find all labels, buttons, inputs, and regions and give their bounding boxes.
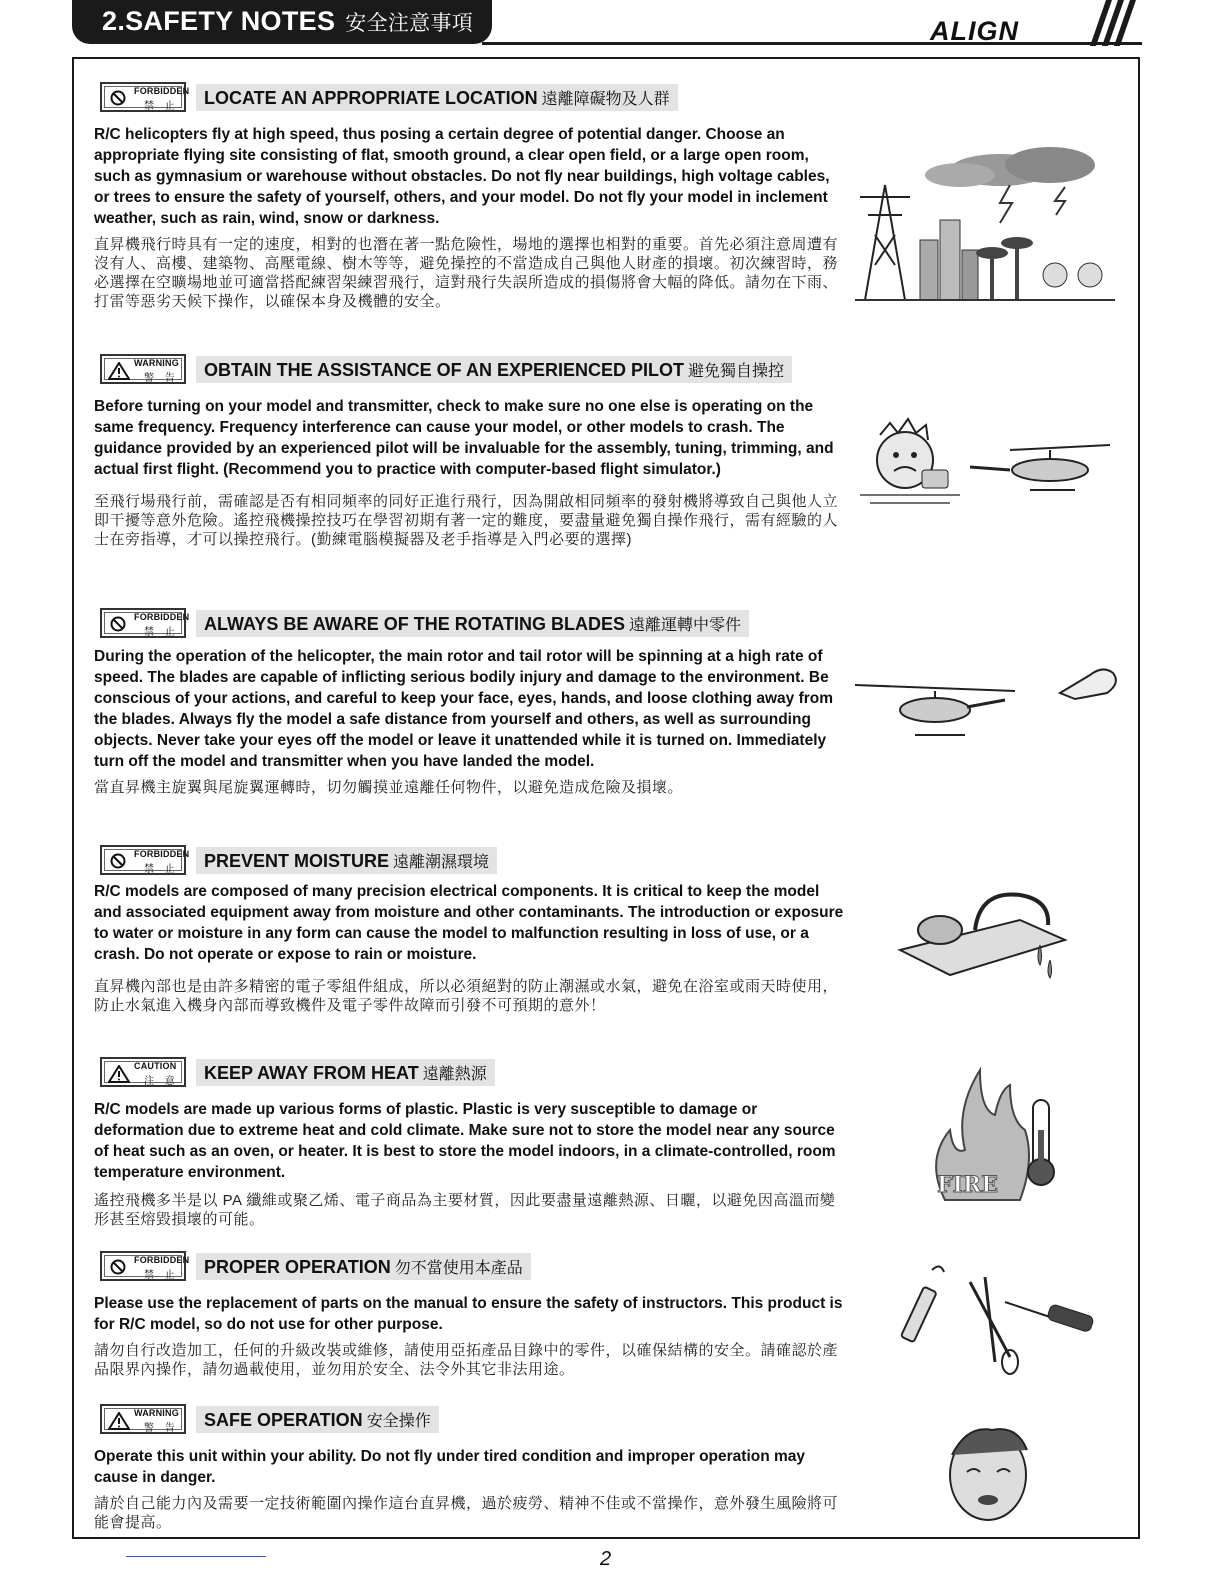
forbidden-icon — [108, 853, 128, 869]
section-heat — [94, 1057, 844, 1229]
section-rotating-blades — [94, 608, 844, 797]
section-heading — [100, 1057, 844, 1091]
badge-label: CAUTION — [134, 1061, 177, 1071]
section-body-en: Operate this unit within your ability. Do not fly under tired condition and improper operation may cause in danger. — [94, 1448, 806, 1486]
page-title-zh: 安全注意事項 — [345, 12, 474, 35]
warning-icon — [108, 1412, 130, 1430]
section-title: OBTAIN THE ASSISTANCE OF AN EXPERIENCED PILOT 避免獨自操控 — [196, 356, 792, 383]
forbidden-badge — [100, 608, 190, 638]
page-number: 2 — [600, 1548, 612, 1570]
badge-label-zh: 注 意 — [144, 1076, 179, 1087]
badge-label: FORBIDDEN — [134, 849, 190, 859]
section-body-en: R/C models are made up various forms of plastic. Plastic is very susceptible to damage or deformation due to extreme heat and cold climate. Make sure not to store the model near any source of heat such as an oven, or heater. It is best to store the model indoors, in a climate-controlled, room temperature environment. — [94, 1101, 836, 1181]
section-title: ALWAYS BE AWARE OF THE ROTATING BLADES 遠離運轉中零件 — [196, 610, 749, 637]
section-body-zh: 請於自己能力內及需要一定技術範圍內操作這台直昇機，過於疲勞、精神不佳或不當操作，意外發生風險將可能會提高。 — [94, 1495, 839, 1531]
forbidden-icon — [108, 90, 128, 106]
section-title: PREVENT MOISTURE 遠離潮濕環境 — [196, 847, 497, 874]
section-experienced-pilot — [94, 354, 844, 549]
tired-face-icon — [942, 1420, 1037, 1525]
fire-thermometer-icon — [925, 1060, 1075, 1210]
section-title-zh: 遠離障礙物及人群 — [541, 90, 670, 108]
section-title: PROPER OPERATION 勿不當使用本產品 — [196, 1253, 531, 1280]
badge-label-zh: 禁 止 — [144, 1270, 179, 1281]
section-heading — [100, 354, 844, 388]
warning-badge — [100, 1404, 186, 1434]
section-body-zh: 請勿自行改造加工，任何的升級改裝或維修，請使用亞拓產品目錄中的零件，以確保結構的安全。請確認於產品限界內操作，請勿過載使用，並勿用於安全、法令外其它非法用途。 — [94, 1342, 839, 1378]
forbidden-icon — [108, 616, 128, 632]
section-body-en: During the operation of the helicopter, the main rotor and tail rotor will be spinning at a high rate of speed. The blades are capable of inflicting serious bodily injury and damage to the environment. Be conscious of your actions, and careful to keep your face, eyes, hands, and loose clothing away from the blades. Always fly the model a safe distance from yourself and others, as well as surrounding objects. Never take your eyes off the model or leave it unattended while it is turned on. Immediately turn off the model and transmitter when you have landed the model. — [94, 648, 834, 770]
badge-label: FORBIDDEN — [134, 612, 190, 622]
forbidden-badge — [100, 82, 190, 112]
power-line-storm-icon — [850, 145, 1120, 305]
section-body-en: Before turning on your model and transmitter, check to make sure no one else is operating on the same frequency. Frequency interference can cause your model, or other models to crash. The guidance provided by an experienced pilot will be invaluable for the assembly, tuning, trimming, and actual first flight. (Recommend you to practice with computer-based flight simulator.) — [94, 398, 834, 478]
tools-icon — [900, 1262, 1100, 1377]
fire-label: FIRE — [937, 1172, 998, 1198]
section-title-zh: 遠離潮濕環境 — [393, 853, 490, 871]
badge-label-zh: 警 告 — [144, 373, 179, 384]
header-rule — [482, 42, 1142, 45]
section-heading — [100, 1404, 844, 1438]
helicopter-pointing-hand-icon — [855, 655, 1125, 755]
section-moisture — [94, 845, 844, 1015]
section-title-zh: 安全操作 — [366, 1412, 431, 1430]
section-title: KEEP AWAY FROM HEAT 遠離熱源 — [196, 1059, 495, 1086]
section-body-en: R/C models are composed of many precision electrical components. It is critical to keep the model and associated equipment away from moisture and other contaminants. The introduction or exposure to water or moisture in any form can cause the model to malfunction resulting in loss of use, or a crash. Do not operate or expose to rain or moisture. — [94, 883, 844, 963]
section-body-zh: 至飛行場飛行前，需確認是否有相同頻率的同好正進行飛行，因為開啟相同頻率的發射機將導致自己與他人立即干擾等意外危險。遙控飛機操控技巧在學習初期有著一定的難度，要盡量避免獨自操作飛行，需有經驗的人士在旁指導，才可以操控飛行。(勤練電腦模擬器及老手指導是入門必要的選擇) — [94, 493, 839, 548]
badge-label-zh: 禁 止 — [144, 627, 179, 638]
section-title-zh: 勿不當使用本產品 — [394, 1259, 523, 1277]
section-body-en: R/C helicopters fly at high speed, thus posing a certain degree of potential danger. Choose an appropriate flying site consisting of flat, smooth ground, a clear open field, or a large open room, such as gymnasium or warehouse without obstacles. Do not fly near buildings, high voltage cables, or trees to ensure the safety of yourself, others, and your model. Do not fly your model in inclement weather, such as rain, wind, snow or darkness. — [94, 126, 830, 227]
section-title-zh: 遠離運轉中零件 — [629, 616, 742, 634]
caution-badge — [100, 1057, 186, 1087]
badge-label-zh: 禁 止 — [144, 101, 179, 112]
header-bar — [72, 0, 1140, 46]
warning-icon — [108, 1065, 130, 1083]
warning-icon — [108, 362, 130, 380]
section-location — [94, 82, 844, 311]
badge-label-zh: 警 告 — [144, 1423, 179, 1434]
badge-label: WARNING — [134, 1408, 179, 1418]
section-heading — [100, 608, 844, 642]
faucet-water-icon — [890, 880, 1080, 980]
section-heading — [100, 845, 844, 879]
section-body-zh: 當直昇機主旋翼與尾旋翼運轉時，切勿觸摸並遠離任何物件，以避免造成危險及損壞。 — [94, 779, 684, 796]
warning-badge — [100, 354, 186, 384]
section-body-zh: 遙控飛機多半是以 PA 纖維或聚乙烯、電子商品為主要材質，因此要盡量遠離熱源、日曬，以避免因高溫而變形甚至熔毀損壞的可能。 — [94, 1192, 836, 1228]
section-title-zh: 遠離熱源 — [422, 1065, 487, 1083]
angry-pilot-helicopter-icon — [850, 415, 1120, 515]
badge-label: WARNING — [134, 358, 179, 368]
header-tab — [72, 0, 492, 44]
logo-stripes-icon — [1062, 0, 1142, 46]
section-body-en: Please use the replacement of parts on the manual to ensure the safety of instructors. This product is for R/C model, so do not use for other purpose. — [94, 1295, 843, 1333]
align-logo: ALIGN — [930, 16, 1019, 46]
forbidden-icon — [108, 1259, 128, 1275]
section-title: LOCATE AN APPROPRIATE LOCATION 遠離障礙物及人群 — [196, 84, 678, 111]
badge-label-zh: 禁 止 — [144, 864, 179, 875]
badge-label: FORBIDDEN — [134, 1255, 190, 1265]
section-body-zh: 直昇機內部也是由許多精密的電子零組件組成，所以必須絕對的防止潮濕或水氣，避免在浴室或雨天時使用，防止水氣進入機身內部而導致機件及電子零件故障而引發不可預期的意外！ — [94, 978, 839, 1014]
section-safe-operation — [94, 1404, 844, 1532]
section-title: SAFE OPERATION 安全操作 — [196, 1406, 439, 1433]
forbidden-badge — [100, 845, 190, 875]
section-heading — [100, 82, 844, 116]
page-title: 2.SAFETY NOTES 安全注意事項 — [102, 6, 474, 36]
badge-label: FORBIDDEN — [134, 86, 190, 96]
section-heading — [100, 1251, 844, 1285]
section-body-zh: 直昇機飛行時具有一定的速度，相對的也潛在著一點危險性，場地的選擇也相對的重要。首先必須注意周遭有沒有人、高樓、建築物、高壓電線、樹木等等，避免操控的不當造成自己與他人財產的損壞。初次練習時，務必選擇在空曠場地並可適當搭配練習架練習飛行，這對飛行失誤所造成的損傷將會大幅的降低。請勿在下雨、打雷等惡劣天候下操作，以確保本身及機體的安全。 — [94, 236, 839, 310]
footer-link-line — [126, 1556, 266, 1557]
section-proper-operation — [94, 1251, 844, 1379]
forbidden-badge — [100, 1251, 190, 1281]
section-title-zh: 避免獨自操控 — [688, 362, 785, 380]
